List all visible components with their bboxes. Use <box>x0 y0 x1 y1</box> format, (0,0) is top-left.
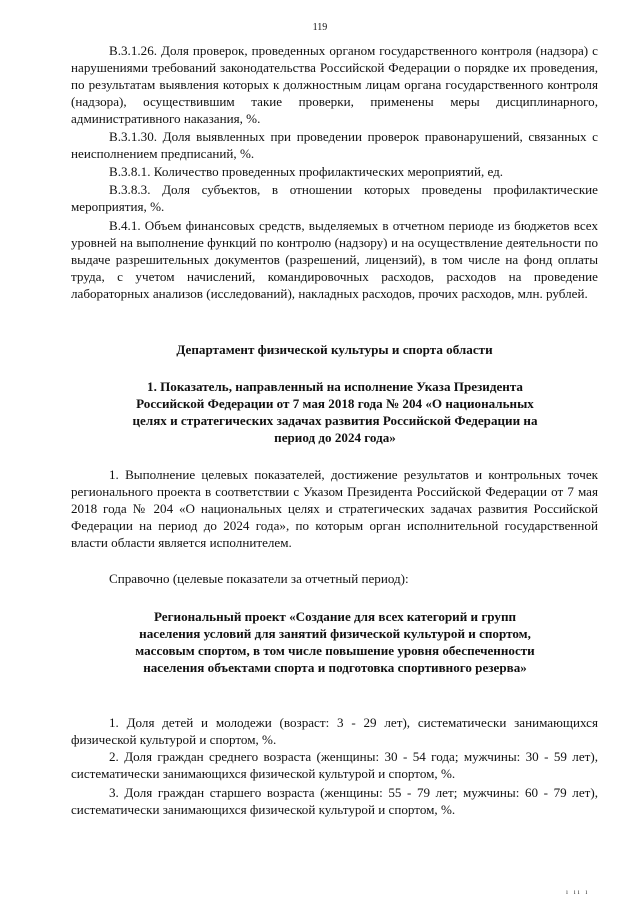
section-paragraph: 1. Выполнение целевых показателей, достижение результатов и контрольных точек регионального проекта в соответствии с Указом Президента Российской Федерации от 7 мая 2018 года № 204 «О национальных целях и стратегических задачах развития Российской Федерации на период до 2024 года», по которым орган исполнительной государственной власти области является исполнителем. <box>71 467 598 550</box>
regional-project-heading: Региональный проект «Создание для всех категорий и групп населения условий для занятий физической культурой и спортом, массовым спортом, в том числе повышение уровня обеспеченности населения объектами спорта и подготовка спортивного резерва» <box>135 609 535 675</box>
scan-footer-mark: ı ıı ı <box>566 888 590 896</box>
indicator-2: 2. Доля граждан среднего возраста (женщины: 30 - 54 года; мужчины: 30 - 59 лет), систематически занимающихся физической культурой и спортом, %. <box>71 749 598 781</box>
paragraph-v-3-8-3: В.3.8.3. Доля субъектов, в отношении которых проведены профилактические мероприятия, %. <box>71 182 598 214</box>
reference-note: Справочно (целевые показатели за отчетный период): <box>109 571 409 586</box>
department-heading: Департамент физической культуры и спорта области <box>176 342 493 357</box>
indicator-1: 1. Доля детей и молодежи (возраст: 3 - 29 лет), систематически занимающихся физической культурой и спортом, %. <box>71 715 598 747</box>
paragraph-v-3-1-26: В.3.1.26. Доля проверок, проведенных органом государственного контроля (надзора) с нарушениями требований законодательства Российской Федерации о порядке их проведения, по результатам выявления которых к должностным лицам органа государственного контроля (надзора), осуществившим такие проверки, применены меры дисциплинарного, административного наказания, %. <box>71 43 598 126</box>
paragraph-v-4-1: В.4.1. Объем финансовых средств, выделяемых в отчетном периоде из бюджетов всех уровней на выполнение функций по контролю (надзору) и на осуществление деятельности по выдаче разрешительных документов (разрешений, лицензий), в том числе на фонд оплаты труда, с учетом начислений, командировочных расходов, расходов на проведение лабораторных анализов (исследований), накладных расходов, прочих расходов, млн. рублей. <box>71 218 598 301</box>
paragraph-v-3-8-1: В.3.8.1. Количество проведенных профилактических мероприятий, ед. <box>109 164 504 179</box>
page-number: 119 <box>312 22 328 33</box>
indicator-3: 3. Доля граждан старшего возраста (женщины: 55 - 79 лет; мужчины: 60 - 79 лет), систематически занимающихся физической культурой и спортом, %. <box>71 785 598 817</box>
section-heading: 1. Показатель, направленный на исполнение Указа Президента Российской Федерации от 7 мая 2018 года № 204 «О национальных целях и стратегических задачах развития Российской Федерации на период до 2024 года» <box>132 379 538 445</box>
paragraph-v-3-1-30: В.3.1.30. Доля выявленных при проведении проверок правонарушений, связанных с неисполнением предписаний, %. <box>71 129 598 161</box>
